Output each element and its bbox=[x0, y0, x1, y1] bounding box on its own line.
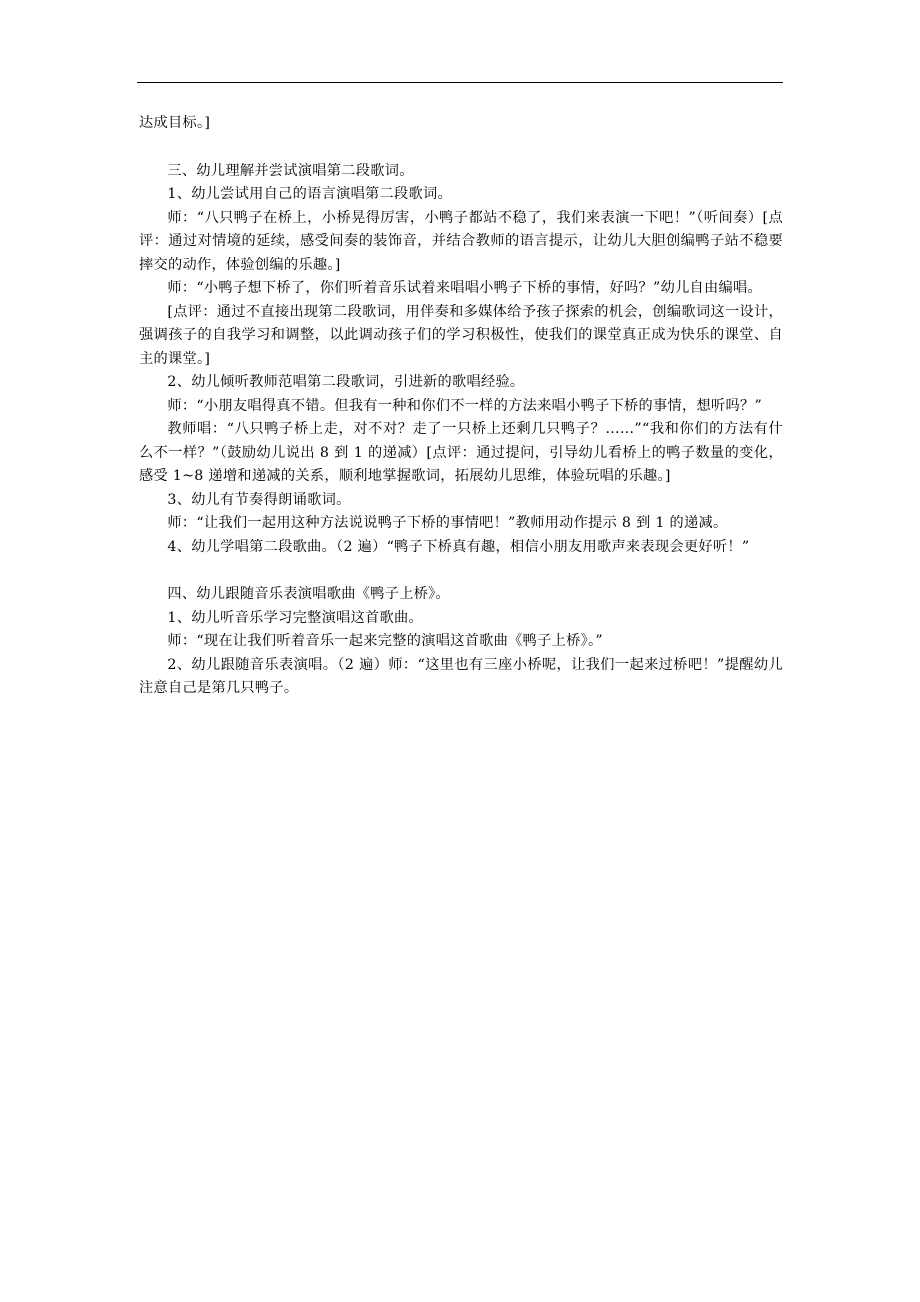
section-heading-4: 四、幼儿跟随音乐表演唱歌曲《鸭子上桥》。 bbox=[167, 586, 451, 602]
paragraph-continuation: 达成目标。] bbox=[139, 115, 211, 131]
teacher-line: 师：“小朋友唱得真不错。但我有一种和你们不一样的方法来唱小鸭子下桥的事情，想听吗？” bbox=[167, 397, 762, 414]
step-4-2: 2、幼儿跟随音乐表演唱。（2 遍）师：“这里也有三座小桥呢，让我们一起来过桥吧！”提醒幼儿注意自己是第几只鸭子。 bbox=[139, 656, 783, 696]
step-3-2: 2、幼儿倾听教师范唱第二段歌词，引进新的歌唱经验。 bbox=[167, 374, 525, 390]
paragraph-gap bbox=[139, 559, 783, 583]
step-3-3: 3、幼儿有节奏得朗诵歌词。 bbox=[167, 491, 351, 508]
teacher-line: 师：“小鸭子想下桥了，你们听着音乐试着来唱唱小鸭子下桥的事情，好吗？”幼儿自由编唱。 bbox=[167, 280, 762, 296]
teacher-line: 师：“让我们一起用这种方法说说鸭子下桥的事情吧！”教师用动作提示 8 到 1 的递减。 bbox=[167, 515, 728, 531]
document-body bbox=[139, 112, 783, 701]
header-rule bbox=[137, 82, 783, 83]
step-3-1: 1、幼儿尝试用自己的语言演唱第二段歌词。 bbox=[167, 186, 452, 202]
comment-paragraph: [点评：通过不直接出现第二段歌词，用伴奏和多媒体给予孩子探索的机会，创编歌词这一设计，强调孩子的自我学习和调整，以此调动孩子们的学习积极性，使我们的课堂真正成为快乐的课堂、自主的课堂。] bbox=[139, 303, 783, 367]
teacher-line: 师：“八只鸭子在桥上，小桥晃得厉害，小鸭子都站不稳了，我们来表演一下吧！”（听间奏）[点评：通过对情境的延续，感受间奏的装饰音，并结合教师的语言提示，让幼儿大胆创编鸭子站不稳要摔交的动作，体验创编的乐趣。] bbox=[139, 209, 783, 273]
paragraph-gap bbox=[139, 136, 783, 160]
step-4-1: 1、幼儿听音乐学习完整演唱这首歌曲。 bbox=[167, 609, 424, 626]
section-heading-3: 三、幼儿理解并尝试演唱第二段歌词。 bbox=[167, 162, 414, 179]
teacher-sings-paragraph: 教师唱：“八只鸭子桥上走，对不对？走了一只桥上还剩几只鸭子？……”“我和你们的方法有什么不一样？”（鼓励幼儿说出 8 到 1 的递减）[点评：通过提问，引导幼儿看桥上的鸭子数量的变化，感受 1~8 递增和递减的关系，顺利地掌握歌词，拓展幼儿思维，体验玩唱的乐趣。] bbox=[139, 421, 783, 484]
teacher-line: 师：“现在让我们听着音乐一起来完整的演唱这首歌曲《鸭子上桥》。” bbox=[167, 633, 603, 649]
step-3-4: 4、幼儿学唱第二段歌曲。（2 遍）“鸭子下桥真有趣，相信小朋友用歌声来表现会更好听！” bbox=[167, 538, 750, 555]
